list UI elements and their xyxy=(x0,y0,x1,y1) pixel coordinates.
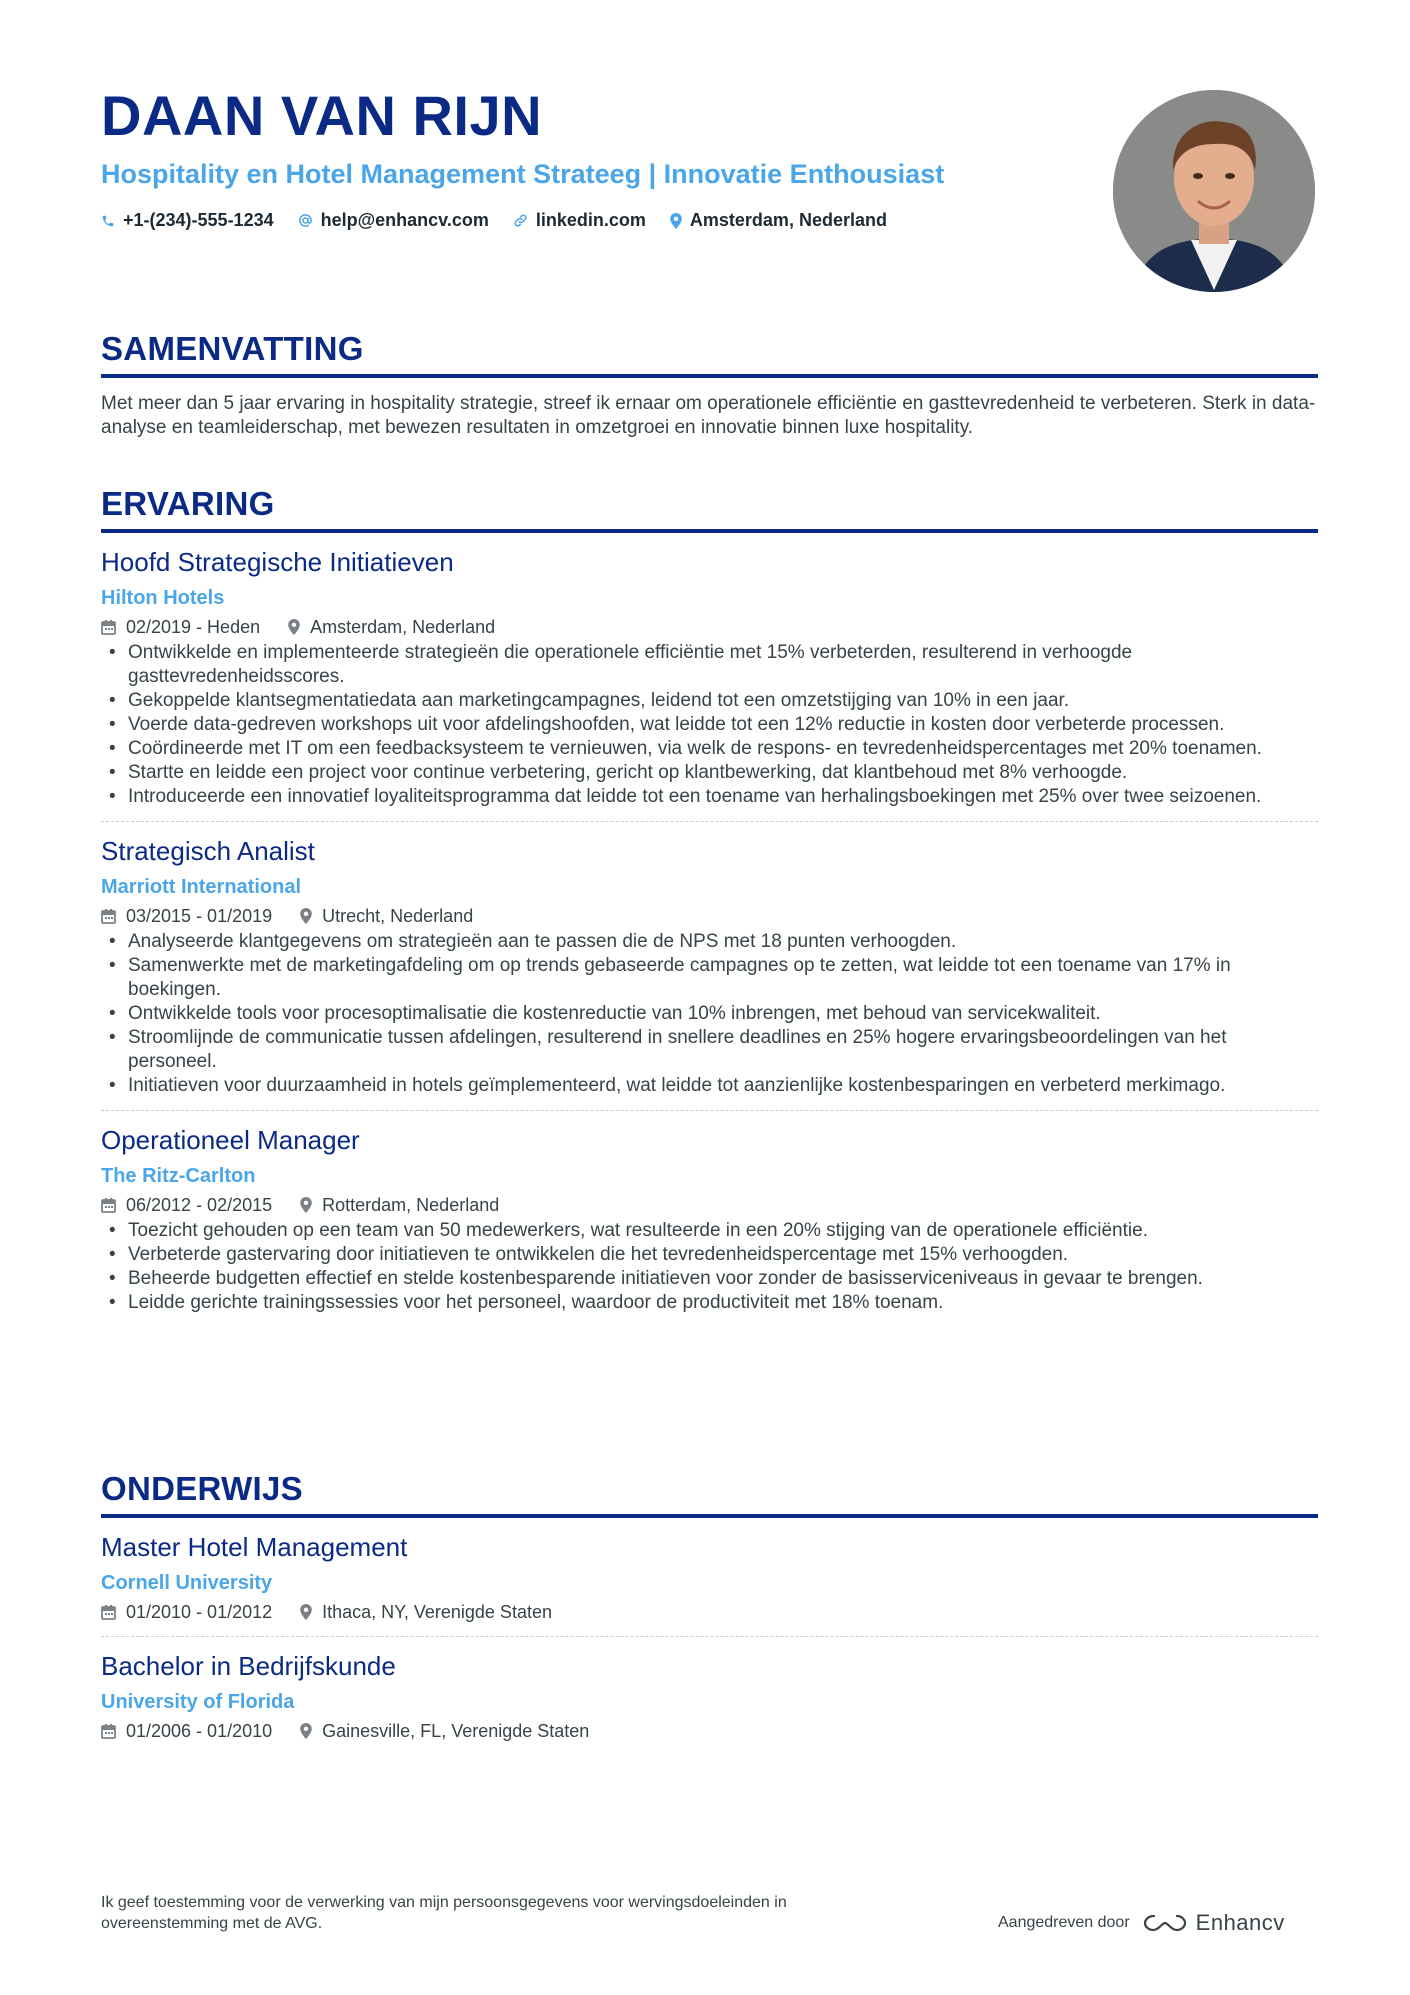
company-name: Hilton Hotels xyxy=(101,587,225,609)
list-item: • Ontwikkelde en implementeerde strategieën die operationele efficiëntie met 15% verbeterden, resulterend in verhoogde gasttevredenheidsscores. xyxy=(101,641,1318,689)
company-name: Marriott International xyxy=(101,876,302,898)
list-item: • Ontwikkelde tools voor procesoptimalisatie die kostenreductie van 10% inbrengen, met behoud van servicekwaliteit. xyxy=(101,1002,1318,1026)
education-location xyxy=(300,1719,589,1743)
list-item: • Analyseerde klantgegevens om strategieën aan te passen die de NPS met 18 punten verhoogden. xyxy=(101,930,1318,954)
experience-section xyxy=(101,483,1318,1327)
list-item: • Toezicht gehouden op een team van 50 medewerkers, wat resulteerde in een 20% stijging van de operationele efficiëntie. xyxy=(101,1219,1318,1243)
education-entry xyxy=(101,1530,1318,1637)
job-title: Hoofd Strategische Initiatieven xyxy=(101,547,454,577)
list-item: • Beheerde budgetten effectief en stelde kostenbesparende initiatieven voor zonder de basisserviceniveaus in gevaar te brengen. xyxy=(101,1267,1318,1291)
company-name: The Ritz-Carlton xyxy=(101,1165,256,1187)
summary-text: Met meer dan 5 jaar ervaring in hospitality strategie, streef ik ernaar om operationele efficiëntie en gasttevredenheid te verbeteren. Sterk in data-analyse en teamleiderschap, met bewezen resultaten in omzetgroei en innovatie binnen luxe hospitality. xyxy=(101,393,1316,438)
candidate-name: DAAN VAN RIJN xyxy=(101,84,543,147)
job-title: Strategisch Analist xyxy=(101,836,315,866)
dates-text: 01/2010 - 01/2012 xyxy=(126,1602,273,1622)
contact-bar xyxy=(101,210,1101,231)
location-text: Amsterdam, Nederland xyxy=(310,617,496,637)
education-section xyxy=(101,1468,1318,1755)
list-item: • Initiatieven voor duurzaamheid in hotels geïmplementeerd, wat leidde tot aanzienlijke kostenbesparingen en verbeterd merkimago. xyxy=(101,1074,1318,1098)
experience-entry xyxy=(101,834,1318,1111)
achievement-list xyxy=(101,930,1318,1098)
location-text: Utrecht, Nederland xyxy=(322,906,474,926)
enhancv-logo-icon xyxy=(1142,1912,1188,1934)
brand-name: Enhancv xyxy=(1195,1910,1285,1935)
job-meta xyxy=(101,1193,1318,1217)
achievement-list xyxy=(101,1219,1318,1315)
at-icon xyxy=(298,213,313,228)
powered-by[interactable] xyxy=(998,1910,1285,1936)
summary-heading: SAMENVATTING xyxy=(101,328,1318,378)
linkedin-text: linkedin.com xyxy=(535,210,646,230)
list-item: • Leidde gerichte trainingssessies voor het personeel, waardoor de productiviteit met 18% toenam. xyxy=(101,1291,1318,1315)
job-dates xyxy=(101,904,272,928)
candidate-title: Hospitality en Hotel Management Strateeg | Innovatie Enthousiast xyxy=(101,159,945,189)
education-meta xyxy=(101,1600,1318,1624)
map-pin-icon xyxy=(300,908,312,924)
contact-email[interactable] xyxy=(298,210,489,231)
resume-header xyxy=(101,80,1101,231)
job-dates xyxy=(101,1193,272,1217)
school-name: University of Florida xyxy=(101,1691,295,1713)
job-meta xyxy=(101,615,1318,639)
list-item: • Verbeterde gastervaring door initiatieven te ontwikkelen die het tevredenheidspercentage met 15% verhoogden. xyxy=(101,1243,1318,1267)
job-location xyxy=(300,904,473,928)
education-meta xyxy=(101,1719,1318,1743)
list-item: • Gekoppelde klantsegmentatiedata aan marketingcampagnes, leidend tot een omzetstijging van 10% in een jaar. xyxy=(101,689,1318,713)
map-pin-icon xyxy=(300,1197,312,1213)
list-item: • Voerde data-gedreven workshops uit voor afdelingshoofden, wat leidde tot een 12% reductie in kosten door verbeterde processen. xyxy=(101,713,1318,737)
job-location xyxy=(300,1193,499,1217)
contact-linkedin[interactable] xyxy=(513,210,646,231)
degree-title: Master Hotel Management xyxy=(101,1532,408,1562)
powered-by-label: Aangedreven door xyxy=(998,1914,1130,1931)
list-item: • Samenwerkte met de marketingafdeling om op trends gebaseerde campagnes op te zetten, wat leidde tot een toename van 17% in boekingen. xyxy=(101,954,1318,1002)
location-text: Ithaca, NY, Verenigde Staten xyxy=(322,1602,552,1622)
dates-text: 06/2012 - 02/2015 xyxy=(126,1195,273,1215)
contact-phone[interactable] xyxy=(101,210,274,231)
location-text: Gainesville, FL, Verenigde Staten xyxy=(322,1721,590,1741)
calendar-icon xyxy=(101,619,116,635)
dates-text: 01/2006 - 01/2010 xyxy=(126,1721,273,1741)
education-heading: ONDERWIJS xyxy=(101,1468,1318,1518)
phone-text: +1-(234)-555-1234 xyxy=(123,210,274,230)
profile-photo xyxy=(1113,90,1315,292)
job-location xyxy=(288,615,495,639)
education-dates xyxy=(101,1600,272,1624)
experience-entry xyxy=(101,545,1318,822)
education-entry xyxy=(101,1649,1318,1755)
map-pin-icon xyxy=(670,213,682,229)
email-text: help@enhancv.com xyxy=(320,210,489,230)
job-dates xyxy=(101,615,260,639)
location-text: Rotterdam, Nederland xyxy=(322,1195,500,1215)
list-item: • Introduceerde een innovatief loyaliteitsprogramma dat leidde tot een toename van herhalingsboekingen met 25% over twee seizoenen. xyxy=(101,785,1318,809)
list-item: • Stroomlijnde de communicatie tussen afdelingen, resulterend in snellere deadlines en 25% hogere ervaringsbeoordelingen van het personeel. xyxy=(101,1026,1318,1074)
location-text: Amsterdam, Nederland xyxy=(689,210,887,230)
education-dates xyxy=(101,1719,272,1743)
gdpr-consent-text: Ik geef toestemming voor de verwerking van mijn persoonsgegevens voor wervingsdoeleinden in overeenstemming met de AVG. xyxy=(101,1894,787,1932)
calendar-icon xyxy=(101,908,116,924)
map-pin-icon xyxy=(300,1604,312,1620)
contact-location xyxy=(670,210,887,231)
list-item: • Startte en leidde een project voor continue verbetering, gericht op klantbewerking, dat klantbehoud met 8% verhoogde. xyxy=(101,761,1318,785)
link-icon xyxy=(513,213,528,228)
education-location xyxy=(300,1600,552,1624)
school-name: Cornell University xyxy=(101,1572,273,1594)
summary-section xyxy=(101,328,1318,440)
avatar xyxy=(1113,90,1315,292)
experience-heading: ERVARING xyxy=(101,483,1318,533)
dates-text: 03/2015 - 01/2019 xyxy=(126,906,273,926)
list-item: • Coördineerde met IT om een feedbacksysteem te vernieuwen, via welk de respons- en tevredenheidspercentages met 20% toenamen. xyxy=(101,737,1318,761)
map-pin-icon xyxy=(300,1723,312,1739)
calendar-icon xyxy=(101,1723,116,1739)
experience-entry xyxy=(101,1123,1318,1327)
dates-text: 02/2019 - Heden xyxy=(126,617,261,637)
calendar-icon xyxy=(101,1604,116,1620)
achievement-list xyxy=(101,641,1318,809)
calendar-icon xyxy=(101,1197,116,1213)
phone-icon xyxy=(101,214,115,228)
job-meta xyxy=(101,904,1318,928)
map-pin-icon xyxy=(288,619,300,635)
degree-title: Bachelor in Bedrijfskunde xyxy=(101,1651,396,1681)
job-title: Operationeel Manager xyxy=(101,1125,360,1155)
